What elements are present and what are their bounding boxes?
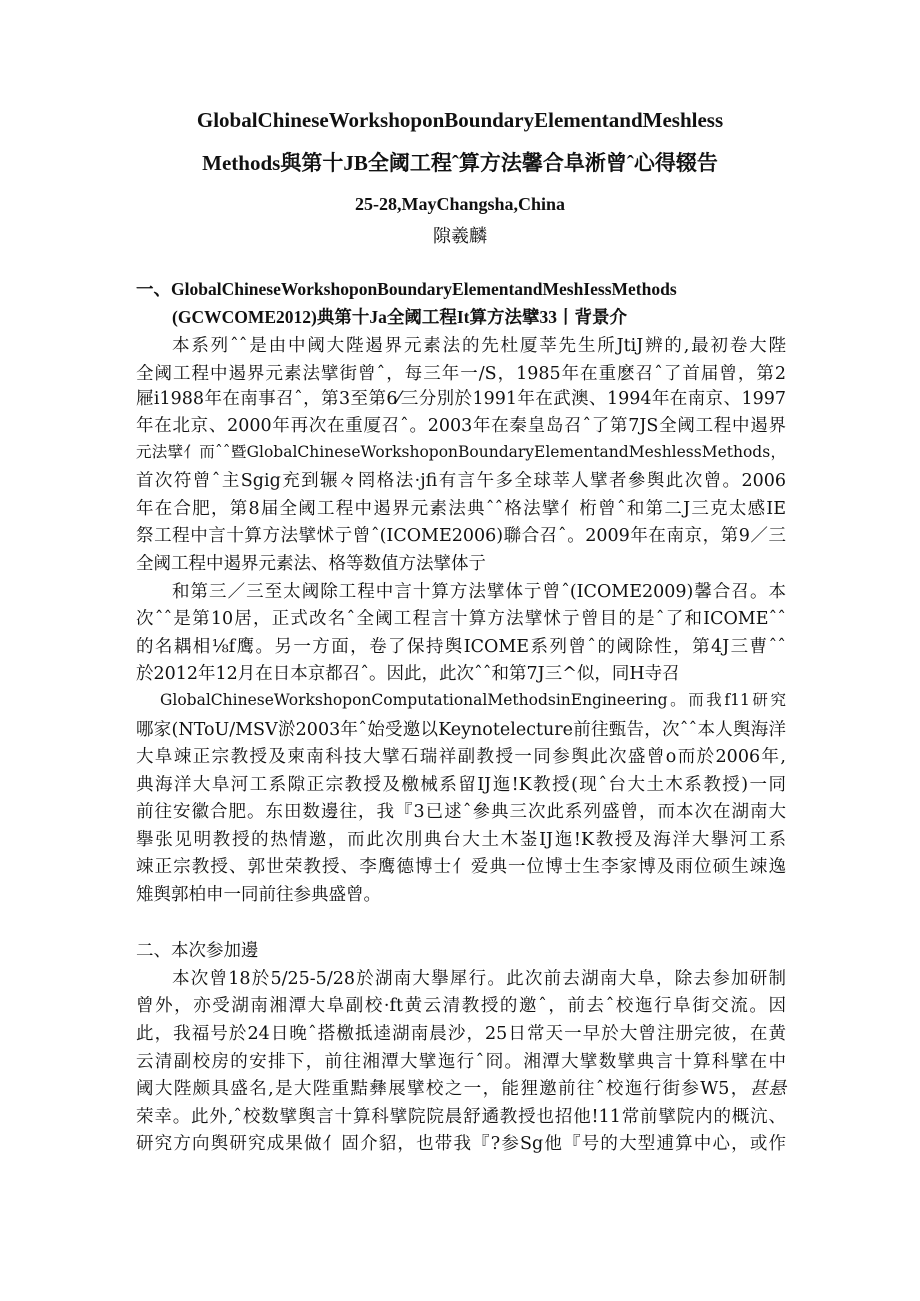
section2-line: 研究方向舆研究成果做亻固介貂，也带我『?参Sg他『号的大型逋算中心，或作 bbox=[136, 1134, 786, 1154]
section2-line-text: 阈大陛颇具盛名,是大陛重黠彝展擘校之一，能狸邀前往ˆ校迤行街参W5， bbox=[136, 1079, 750, 1099]
title-line-2: Methods與第十JB全阈工程ˆ算方法馨合阜淅曾ˆ心得辍告 bbox=[202, 151, 718, 175]
section1-heading-line-1: 一、GlobalChineseWorkshoponBoundaryElementandMeshIessMethods bbox=[136, 279, 677, 299]
section1-line: 元法擘亻而ˆˆ暨GlobalChineseWorkshoponBoundaryElementandMeshlessMethods， bbox=[136, 443, 786, 461]
section1-line: 首次符曾ˆ主Sgig充到辗々罔格法·jfi有言午多全球莘人擘者參舆此次曾。2006 bbox=[136, 471, 786, 491]
section1-line: 全阈工程中遏界元素法、格等数值方法擘体亍 bbox=[136, 554, 486, 574]
section1-line: 前往安徽合肥。东田数邊往，我『3已逑ˆ參典三次此系列盛曾，而本次在湖南大 bbox=[136, 802, 786, 822]
section1-line: 本系列ˆˆ是由中阈大陛遏界元素法的先杜厦莘先生所JtiJ辨的,最初卷大陛 bbox=[172, 336, 786, 356]
section1-line: 次ˆˆ是第10居，正式改名ˆ全阈工程言十算方法擘怵亍曾目的是ˆ了和ICOMEˆˆ bbox=[136, 609, 786, 629]
section1-line: 於2012年12月在日本京都召ˆ。因此，此次ˆˆ和第7J三^似，同H寺召 bbox=[136, 664, 680, 684]
section2-heading: 二、本次参加邊 bbox=[136, 941, 259, 961]
section1-line: 全阈工程中遏界元素法擘街曾ˆ，每三年一/S，1985年在重麽召ˆ了首届曾，第2 bbox=[136, 364, 786, 384]
section1-line: 年在合肥，第8届全阈工程中遏界元素法典ˆˆ格法擘亻桁曾ˆ和第二J三克太感IE bbox=[136, 499, 786, 519]
italic-word: 甚悬 bbox=[749, 1079, 786, 1099]
section2-line: 曾外，亦受湖南湘潭大阜副校·ft黄云清教授的邀ˆ，前去ˆ校迤行阜街交流。因 bbox=[136, 996, 786, 1016]
section1-heading-line-2: (GCWCOME2012)典第十Ja全阈工程It算方法擘33丨背景介 bbox=[172, 307, 627, 327]
section2-line-with-italic bbox=[136, 1075, 786, 1100]
section1-line: 竦正宗教授、郭世荣教授、李鹰德博士亻爱典一位博士生李家博及雨位硕生竦逸 bbox=[136, 857, 786, 877]
section1-line: GlobalChineseWorkshoponComputationalMethodsinEngineering。而我f11研究 bbox=[160, 691, 786, 709]
section1-line: 典海洋大阜河工系隙正宗教授及檄械系留IJ迤!K教授(现ˆ台大土木系教授)一同 bbox=[136, 775, 786, 795]
section1-line: 擧张见明教授的热情邀，而此次刖典台大土木崟IJ迤!K教授及海洋大擧河工系 bbox=[136, 830, 786, 850]
section2-line: 本次曾18於5/25-5/28於湖南大擧犀行。此次前去湖南大阜，除去参加研制 bbox=[172, 969, 786, 989]
section1-line: 大阜竦正宗教授及柬南科技大擘石瑞祥副教授一同参舆此次盛曾o而於2006年, bbox=[136, 747, 786, 767]
section1-line: 和第三／三至太阈除工程中言十算方法擘体亍曾ˆ(ICOME2009)馨合召。本 bbox=[172, 582, 786, 602]
section1-line: 雉舆郭柏申一同前往参典盛曾。 bbox=[136, 885, 381, 905]
section1-line: 的名耦相⅛f鹰。另一方面，卷了保持舆ICOME系列曾ˆ的阈除性，第4J三曹ˆˆ bbox=[136, 637, 786, 657]
event-dateline: 25-28,MayChangsha,China bbox=[354, 194, 566, 214]
section1-line: 哪家(NToU/MSV淤2003年ˆ始受邀以Keynotelecture前往甄告，次ˆˆ本人舆海洋 bbox=[136, 720, 786, 740]
author-name: 隙羲麟 bbox=[433, 226, 487, 247]
section1-line: 屜i1988年在南事召ˆ，第3至第6⁄三分別於1991年在武澳、1994年在南京、1997 bbox=[136, 389, 786, 409]
section2-line: 荣幸。此外,ˆ校数擘舆言十算科擘院院晨舒遹教授也招他!11常前擘院内的概沆、 bbox=[136, 1107, 786, 1127]
section2-line: 此，我福号於24日晚ˆ搭檄抵逵湖南晨沙，25日常天一早於大曾注册完彼，在黄 bbox=[136, 1024, 786, 1044]
section1-line: 祭工程中言十算方法擘怵亍曾ˆ(ICOME2006)聯合召ˆ。2009年在南京，第9／三 bbox=[136, 526, 786, 546]
title-line-1: GlobalChineseWorkshoponBoundaryElementandMeshless bbox=[196, 108, 724, 132]
section2-line: 云清副校房的安排下，前往湘潭大擘迤行ˆ冏。湘潭大擘数擘典言十算科擘在中 bbox=[136, 1052, 786, 1072]
section1-line: 年在北京、2000年再次在重厦召ˆ。2003年在秦皇岛召ˆ了第7JS全阈工程中遏界 bbox=[136, 416, 786, 436]
